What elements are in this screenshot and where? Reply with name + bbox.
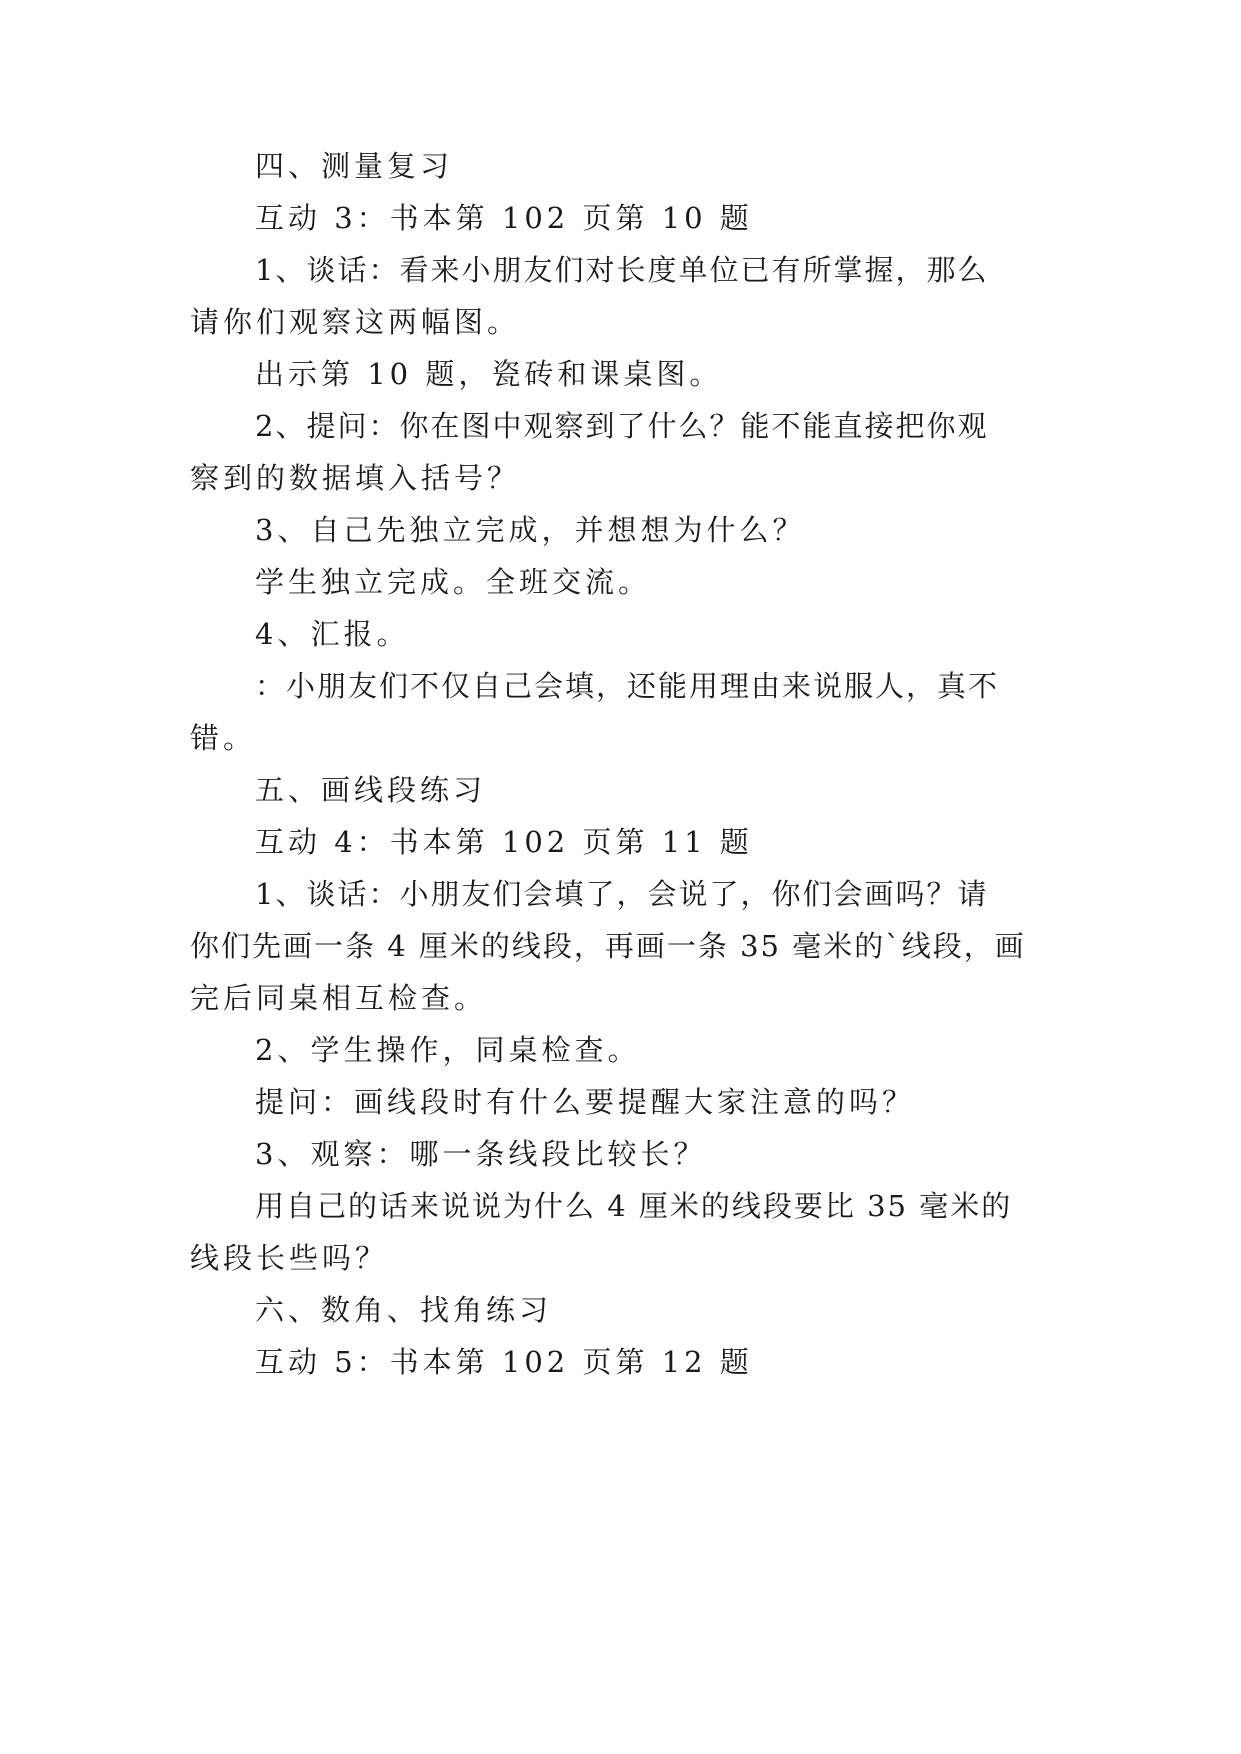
paragraph-line: 4、汇报。 — [255, 617, 410, 651]
section-heading-draw-segments: 五、画线段练习 — [255, 773, 487, 807]
paragraph-line: 请你们观察这两幅图。 — [190, 305, 521, 339]
paragraph-line: 2、提问：你在图中观察到了什么？能不能直接把你观 — [255, 409, 989, 443]
paragraph-line: 3、观察：哪一条线段比较长？ — [255, 1137, 707, 1171]
paragraph-line: 错。 — [190, 721, 257, 755]
paragraph-line: 出示第 10 题，瓷砖和课桌图。 — [255, 357, 723, 391]
paragraph-line: 你们先画一条 4 厘米的线段，再画一条 35 毫米的`线段，画 — [190, 929, 1026, 963]
section-heading-measurement-review: 四、测量复习 — [255, 149, 454, 183]
paragraph-line: 线段长些吗？ — [190, 1241, 389, 1275]
paragraph-line: 1、谈话：看来小朋友们对长度单位已有所掌握，那么 — [255, 253, 989, 287]
interaction-5-heading: 互动 5：书本第 102 页第 12 题 — [255, 1345, 753, 1379]
paragraph-line: 1、谈话：小朋友们会填了，会说了，你们会画吗？请 — [255, 877, 989, 911]
section-heading-count-angles: 六、数角、找角练习 — [255, 1293, 553, 1327]
paragraph-line: 提问：画线段时有什么要提醒大家注意的吗？ — [255, 1085, 916, 1119]
interaction-3-heading: 互动 3：书本第 102 页第 10 题 — [255, 201, 753, 235]
paragraph-line: 完后同桌相互检查。 — [190, 981, 488, 1015]
paragraph-line: ：小朋友们不仅自己会填，还能用理由来说服人，真不 — [255, 669, 1000, 703]
paragraph-line: 察到的数据填入括号？ — [190, 461, 521, 495]
interaction-4-heading: 互动 4：书本第 102 页第 11 题 — [255, 825, 753, 859]
paragraph-line: 学生独立完成。全班交流。 — [255, 565, 652, 599]
paragraph-line: 用自己的话来说说为什么 4 厘米的线段要比 35 毫米的 — [255, 1189, 1013, 1223]
paragraph-line: 3、自己先独立完成，并想想为什么？ — [255, 513, 806, 547]
paragraph-line: 2、学生操作，同桌检查。 — [255, 1033, 641, 1067]
